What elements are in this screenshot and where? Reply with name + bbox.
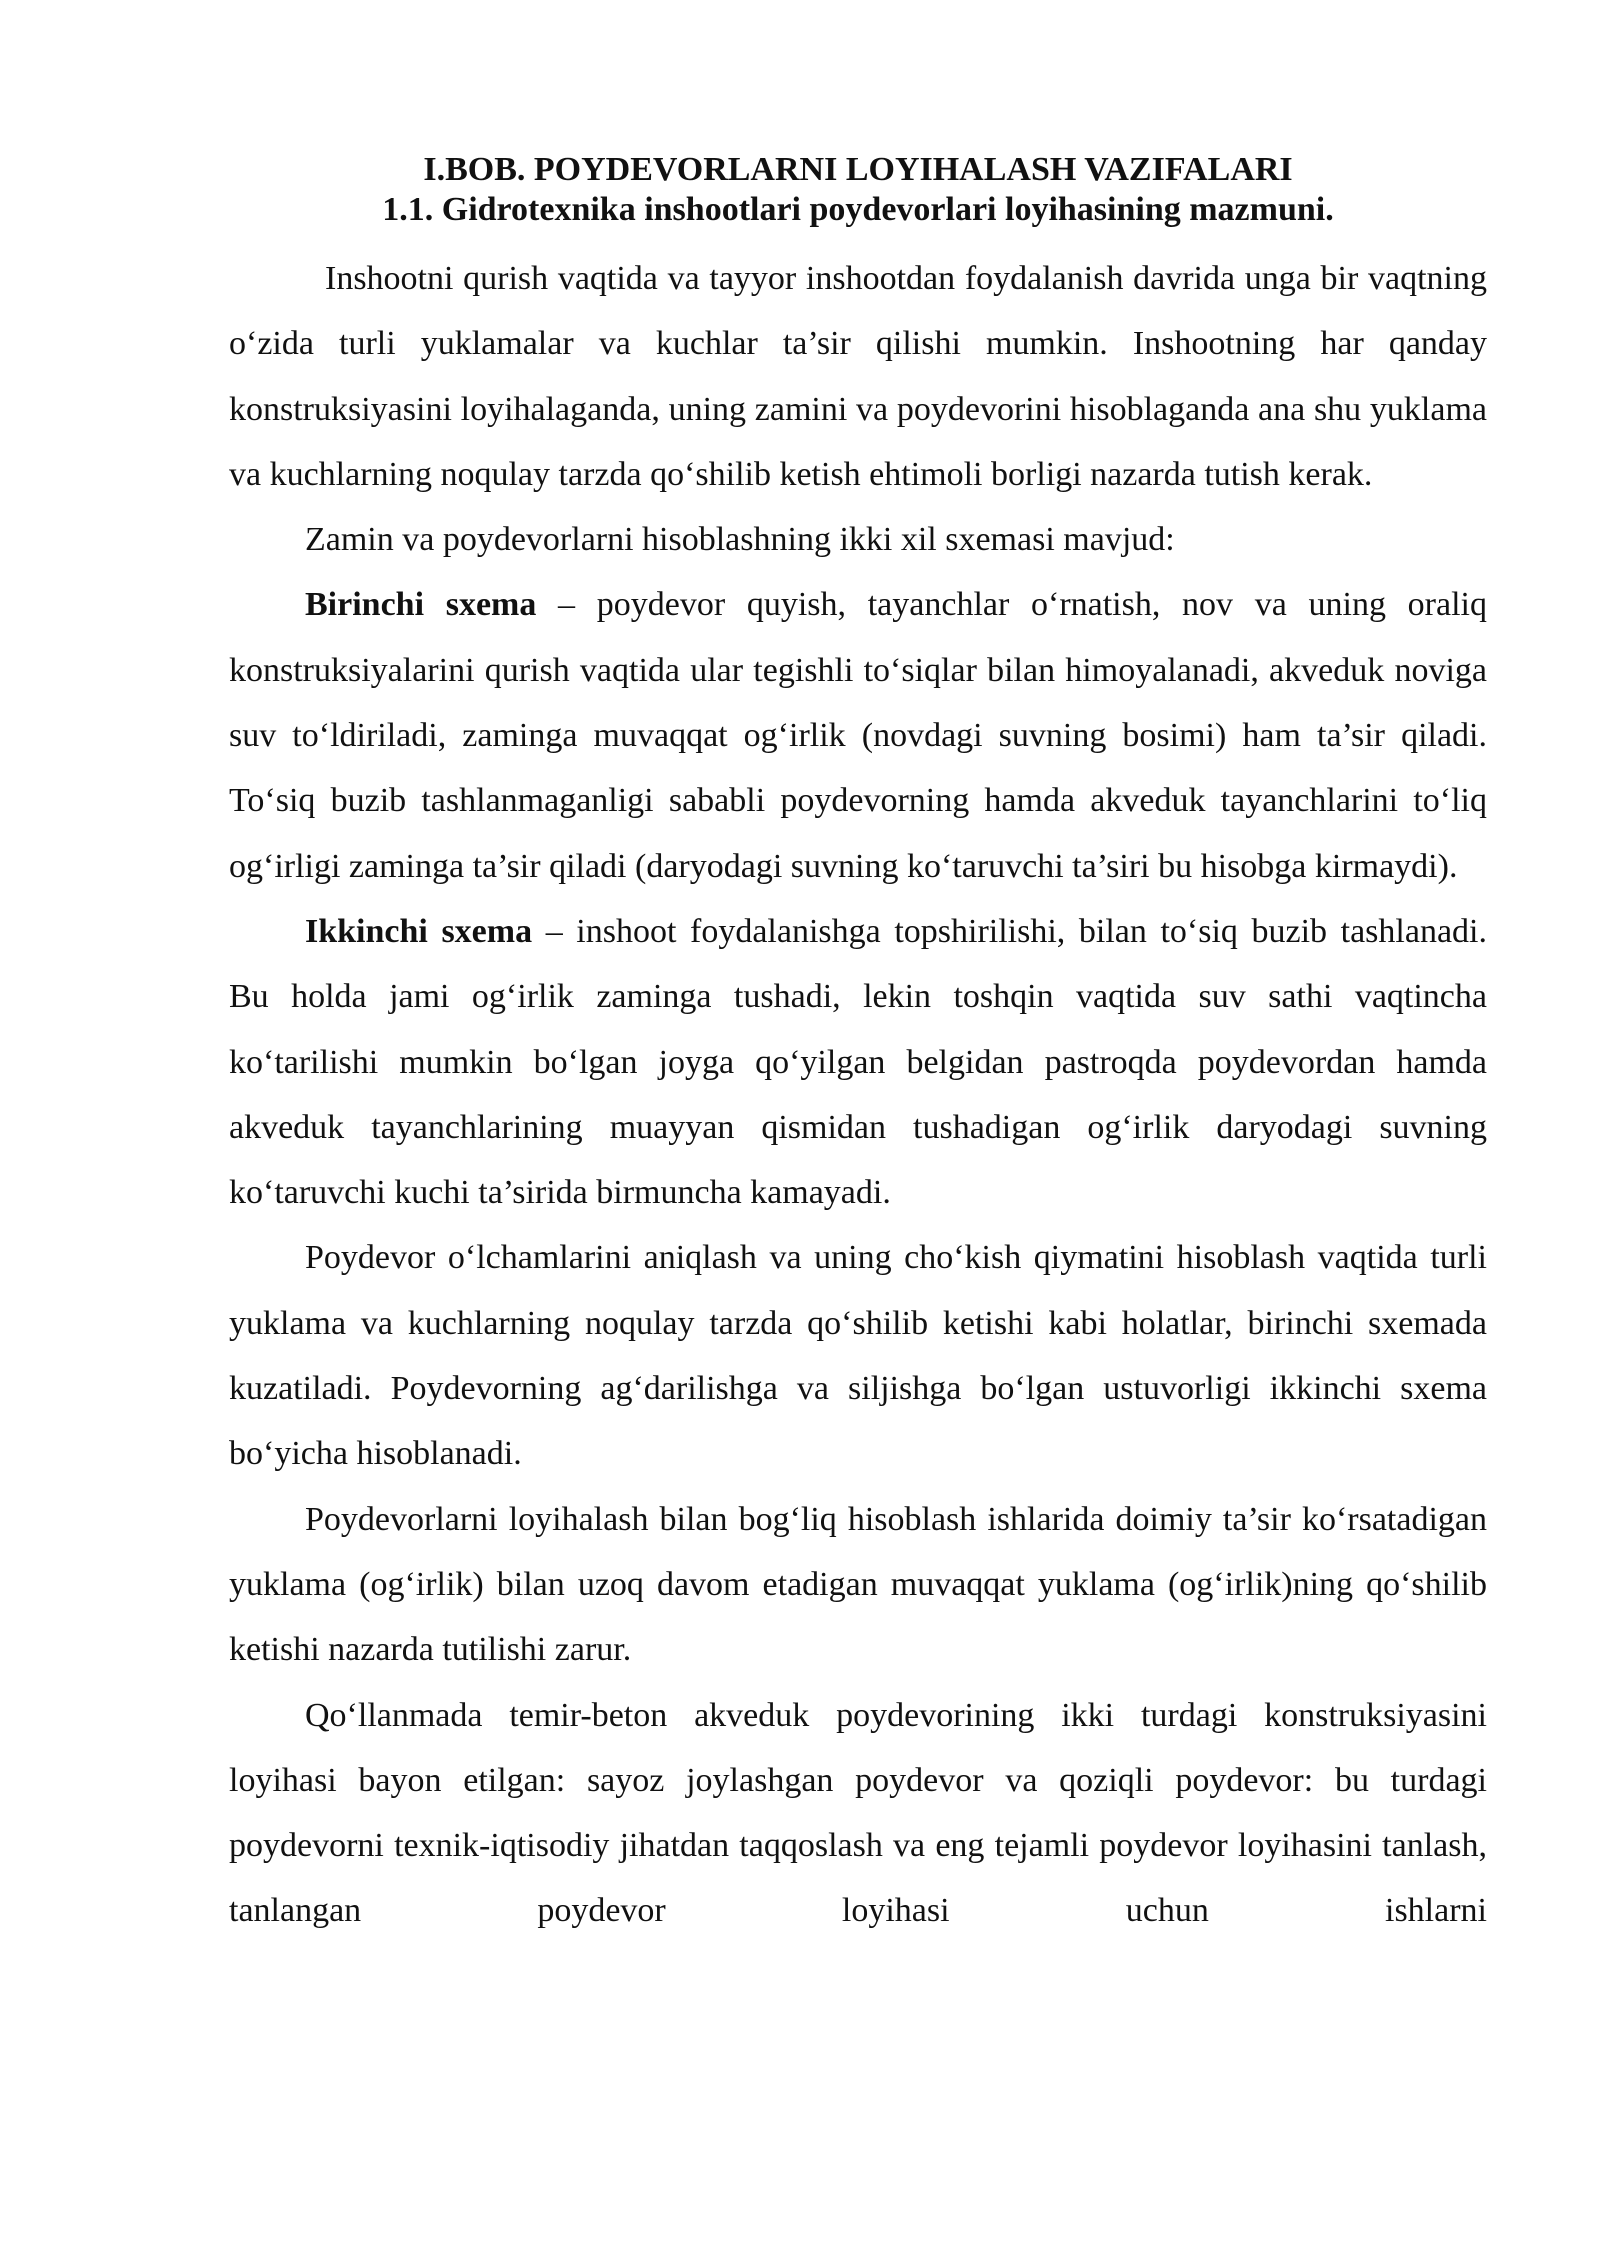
paragraph-text: – poydevor quyish, tayanchlar o‘rnatish, nov va uning oraliq konstruksiyalarini qurish vaqtida ular tegishli to‘siqlar bilan himoyalanadi, akveduk noviga suv to‘ldiriladi, zaminga muvaqqat og‘irlik (novdagi suvning bosimi) ham ta’sir qiladi. To‘siq buzib tashlanmaganligi sababli poydevorning hamda akveduk tayanchlarini to‘liq og‘irligi zaminga ta’sir qiladi (daryodagi suvning ko‘taruvchi ta’siri bu hisobga kirmaydi). [229, 586, 1487, 885]
paragraph-4 [229, 899, 1487, 1225]
paragraph-text: Poydevor o‘lchamlarini aniqlash va uning cho‘kish qiymatini hisoblash vaqtida turli yuklama va kuchlarning noqulay tarzda qo‘shilib ketishi kabi holatlar, birinchi sxemada kuzatiladi. Poydevorning ag‘darilishga va siljishga bo‘lgan ustuvorligi ikkinchi sxema bo‘yicha hisoblanadi. [229, 1239, 1487, 1473]
paragraph-1 [229, 246, 1487, 507]
paragraph-3 [229, 572, 1487, 898]
paragraph-lead: Birinchi sxema [305, 586, 537, 624]
paragraph-text: Poydevorlarni loyihalash bilan bog‘liq hisoblash ishlarida doimiy ta’sir ko‘rsatadigan yuklama (og‘irlik) bilan uzoq davom etadigan muvaqqat yuklama (og‘irlik)ning qo‘shilib ketishi nazarda tutilishi zarur. [229, 1500, 1487, 1669]
paragraph-7 [229, 1683, 1487, 1944]
paragraph-2 [229, 507, 1487, 572]
chapter-title: I.BOB. POYDEVORLARNI LOYIHALASH VAZIFALARI [423, 151, 1293, 188]
paragraph-text: Inshootni qurish vaqtida va tayyor inshootdan foydalanish davrida unga bir vaqtning o‘zida turli yuklamalar va kuchlar ta’sir qilishi mumkin. Inshootning har qanday konstruksiyasini loyihalaganda, uning zamini va poydevorini hisoblaganda ana shu yuklama va kuchlarning noqulay tarzda qo‘shilib ketish ehtimoli borligi nazarda tutish kerak. [229, 260, 1487, 493]
paragraph-text: Zamin va poydevorlarni hisoblashning ikki xil sxemasi mavjud: [305, 521, 1175, 559]
document-page [229, 150, 1487, 1944]
paragraph-lead: Ikkinchi sxema [305, 912, 533, 950]
paragraph-text: – inshoot foydalanishga topshirilishi, bilan to‘siq buzib tashlanadi. Bu holda jami og‘irlik zaminga tushadi, lekin toshqin vaqtida suv sathi vaqtincha ko‘tarilishi mumkin bo‘lgan joyga qo‘yilgan belgidan pastroqda poydevordan hamda akveduk tayanchlarining muayyan qismidan tushadigan og‘irlik daryodagi suvning ko‘taruvchi kuchi ta’sirida birmuncha kamayadi. [229, 912, 1487, 1212]
paragraph-6 [229, 1487, 1487, 1683]
paragraph-5 [229, 1225, 1487, 1486]
paragraph-text: Qo‘llanmada temir-beton akveduk poydevorining ikki turdagi konstruksiyasini loyihasi bayon etilgan: sayoz joylashgan poydevor va qoziqli poydevor: bu turdagi poydevorni texnik-iqtisodiy jihatdan taqqoslash va eng tejamli poydevor loyihasini tanlash, tanlangan poydevor loyihasi uchun ishlarni [229, 1696, 1487, 1930]
section-title: 1.1. Gidrotexnika inshootlari poydevorlari loyihasining mazmuni. [382, 191, 1334, 228]
